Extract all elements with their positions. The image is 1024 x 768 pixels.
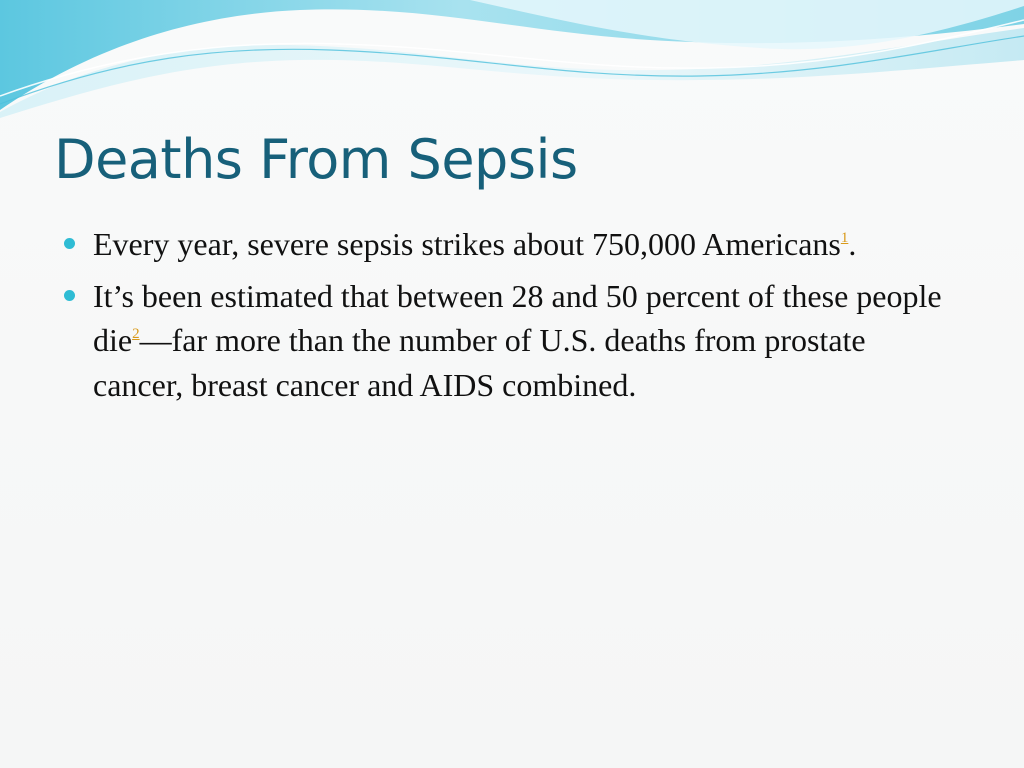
- bullet-text: It’s been estimated that between 28 and 50 percent of these people die: [93, 277, 942, 358]
- bullet-item-annual-cases: [62, 222, 962, 267]
- header-wave-decoration: [0, 0, 1024, 130]
- bullet-item-mortality-rate: [62, 274, 962, 408]
- slide-title: Deaths From Sepsis: [54, 128, 578, 191]
- footnote-link-2[interactable]: 2: [132, 326, 140, 342]
- bullet-text-end: —far more than the number of U.S. deaths from prostate cancer, breast cancer and AIDS combined.: [93, 322, 866, 403]
- bullet-list: [62, 222, 962, 414]
- bullet-dot-icon: [64, 290, 75, 301]
- bullet-text: Every year, severe sepsis strikes about 750,000 Americans: [93, 226, 841, 262]
- bullet-text-end: .: [848, 226, 857, 262]
- bullet-dot-icon: [64, 238, 75, 249]
- footnote-link-1[interactable]: 1: [840, 230, 849, 246]
